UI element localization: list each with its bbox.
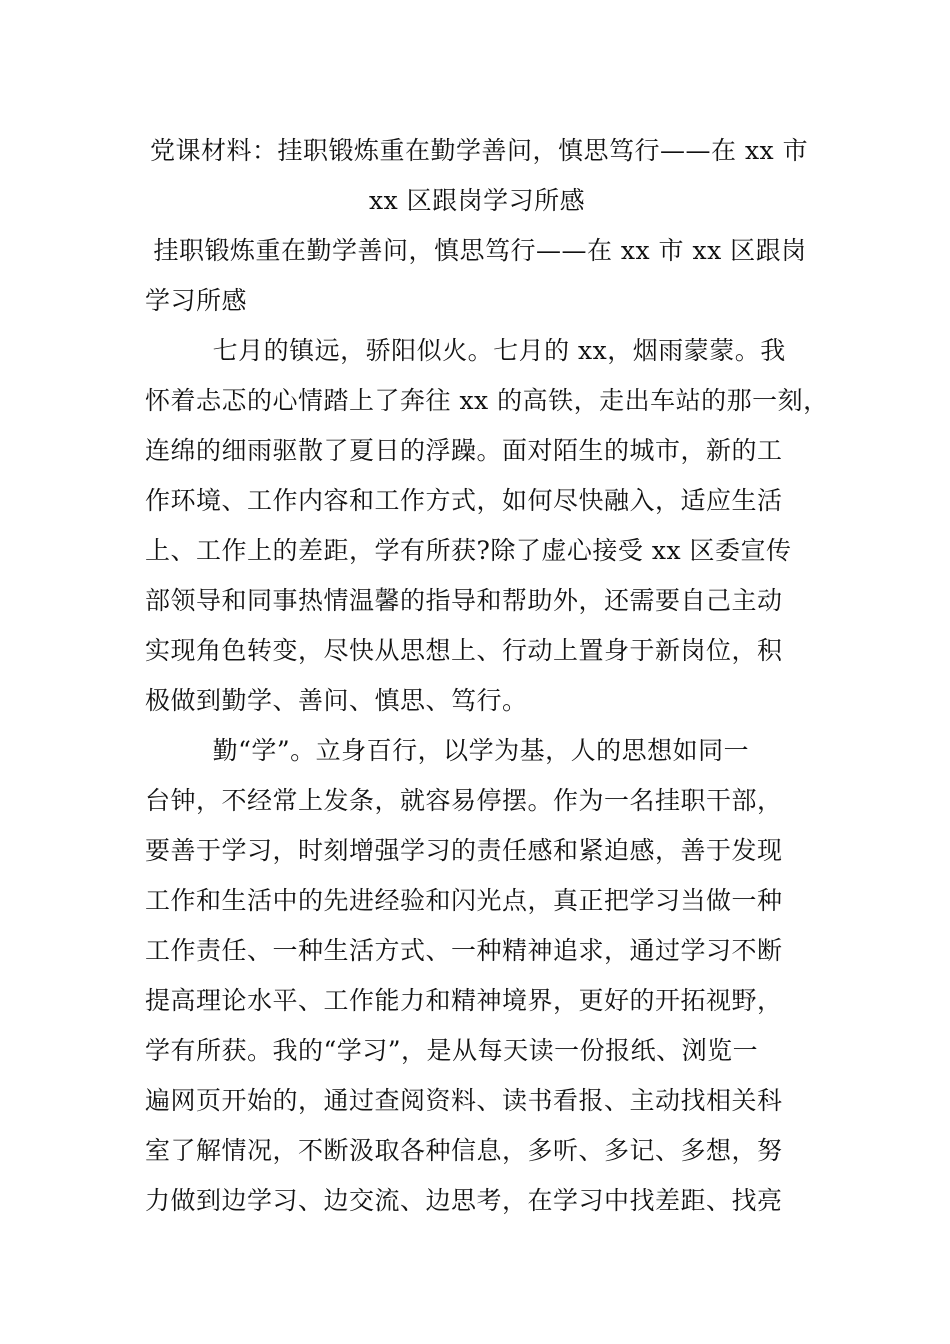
title-line-1: 党课材料：挂职锻炼重在勤学善问，慎思笃行——在 xx 市 — [150, 136, 809, 165]
paragraph2-line-3: 要善于学习，时刻增强学习的责任感和紧迫感，善于发现 — [145, 836, 783, 865]
paragraph2-line-6: 提高理论水平、工作能力和精神境界，更好的开拓视野， — [145, 986, 783, 1015]
paragraph2-line-1: 勤“学”。立身百行，以学为基，人的思想如同一 — [145, 736, 750, 765]
paragraph1-line-5: 上、工作上的差距，学有所获?除了虚心接受 xx 区委宣传 — [145, 536, 792, 565]
paragraph1-line-1: 七月的镇远，骄阳似火。七月的 xx，烟雨蒙蒙。我 — [145, 336, 786, 365]
paragraph1-line-8: 极做到勤学、善问、慎思、笃行。 — [145, 686, 528, 715]
paragraph2-line-8: 遍网页开始的，通过查阅资料、读书看报、主动找相关科 — [145, 1086, 783, 1115]
paragraph2-line-9: 室了解情况，不断汲取各种信息，多听、多记、多想，努 — [145, 1136, 783, 1165]
paragraph1-line-2: 怀着忐忑的心情踏上了奔往 xx 的高铁，走出车站的那一刻， — [145, 386, 829, 415]
paragraph1-line-6: 部领导和同事热情温馨的指导和帮助外，还需要自己主动 — [145, 586, 783, 615]
subtitle-line-1: 挂职锻炼重在勤学善问，慎思笃行——在 xx 市 xx 区跟岗 — [145, 236, 807, 265]
paragraph1-line-3: 连绵的细雨驱散了夏日的浮躁。面对陌生的城市，新的工 — [145, 436, 783, 465]
title-line-2: xx 区跟岗学习所感 — [369, 186, 586, 215]
subtitle-line-2: 学习所感 — [145, 286, 248, 315]
paragraph1-line-7: 实现角色转变，尽快从思想上、行动上置身于新岗位，积 — [145, 636, 783, 665]
paragraph2-line-10: 力做到边学习、边交流、边思考，在学习中找差距、找亮 — [145, 1186, 783, 1215]
paragraph2-line-4: 工作和生活中的先进经验和闪光点，真正把学习当做一种 — [145, 886, 783, 915]
paragraph2-line-7: 学有所获。我的“学习”，是从每天读一份报纸、浏览一 — [145, 1036, 759, 1065]
paragraph1-line-4: 作环境、工作内容和工作方式，如何尽快融入，适应生活 — [145, 486, 783, 515]
paragraph2-line-2: 台钟，不经常上发条，就容易停摆。作为一名挂职干部， — [145, 786, 783, 815]
paragraph2-line-5: 工作责任、一种生活方式、一种精神追求，通过学习不断 — [145, 936, 783, 965]
